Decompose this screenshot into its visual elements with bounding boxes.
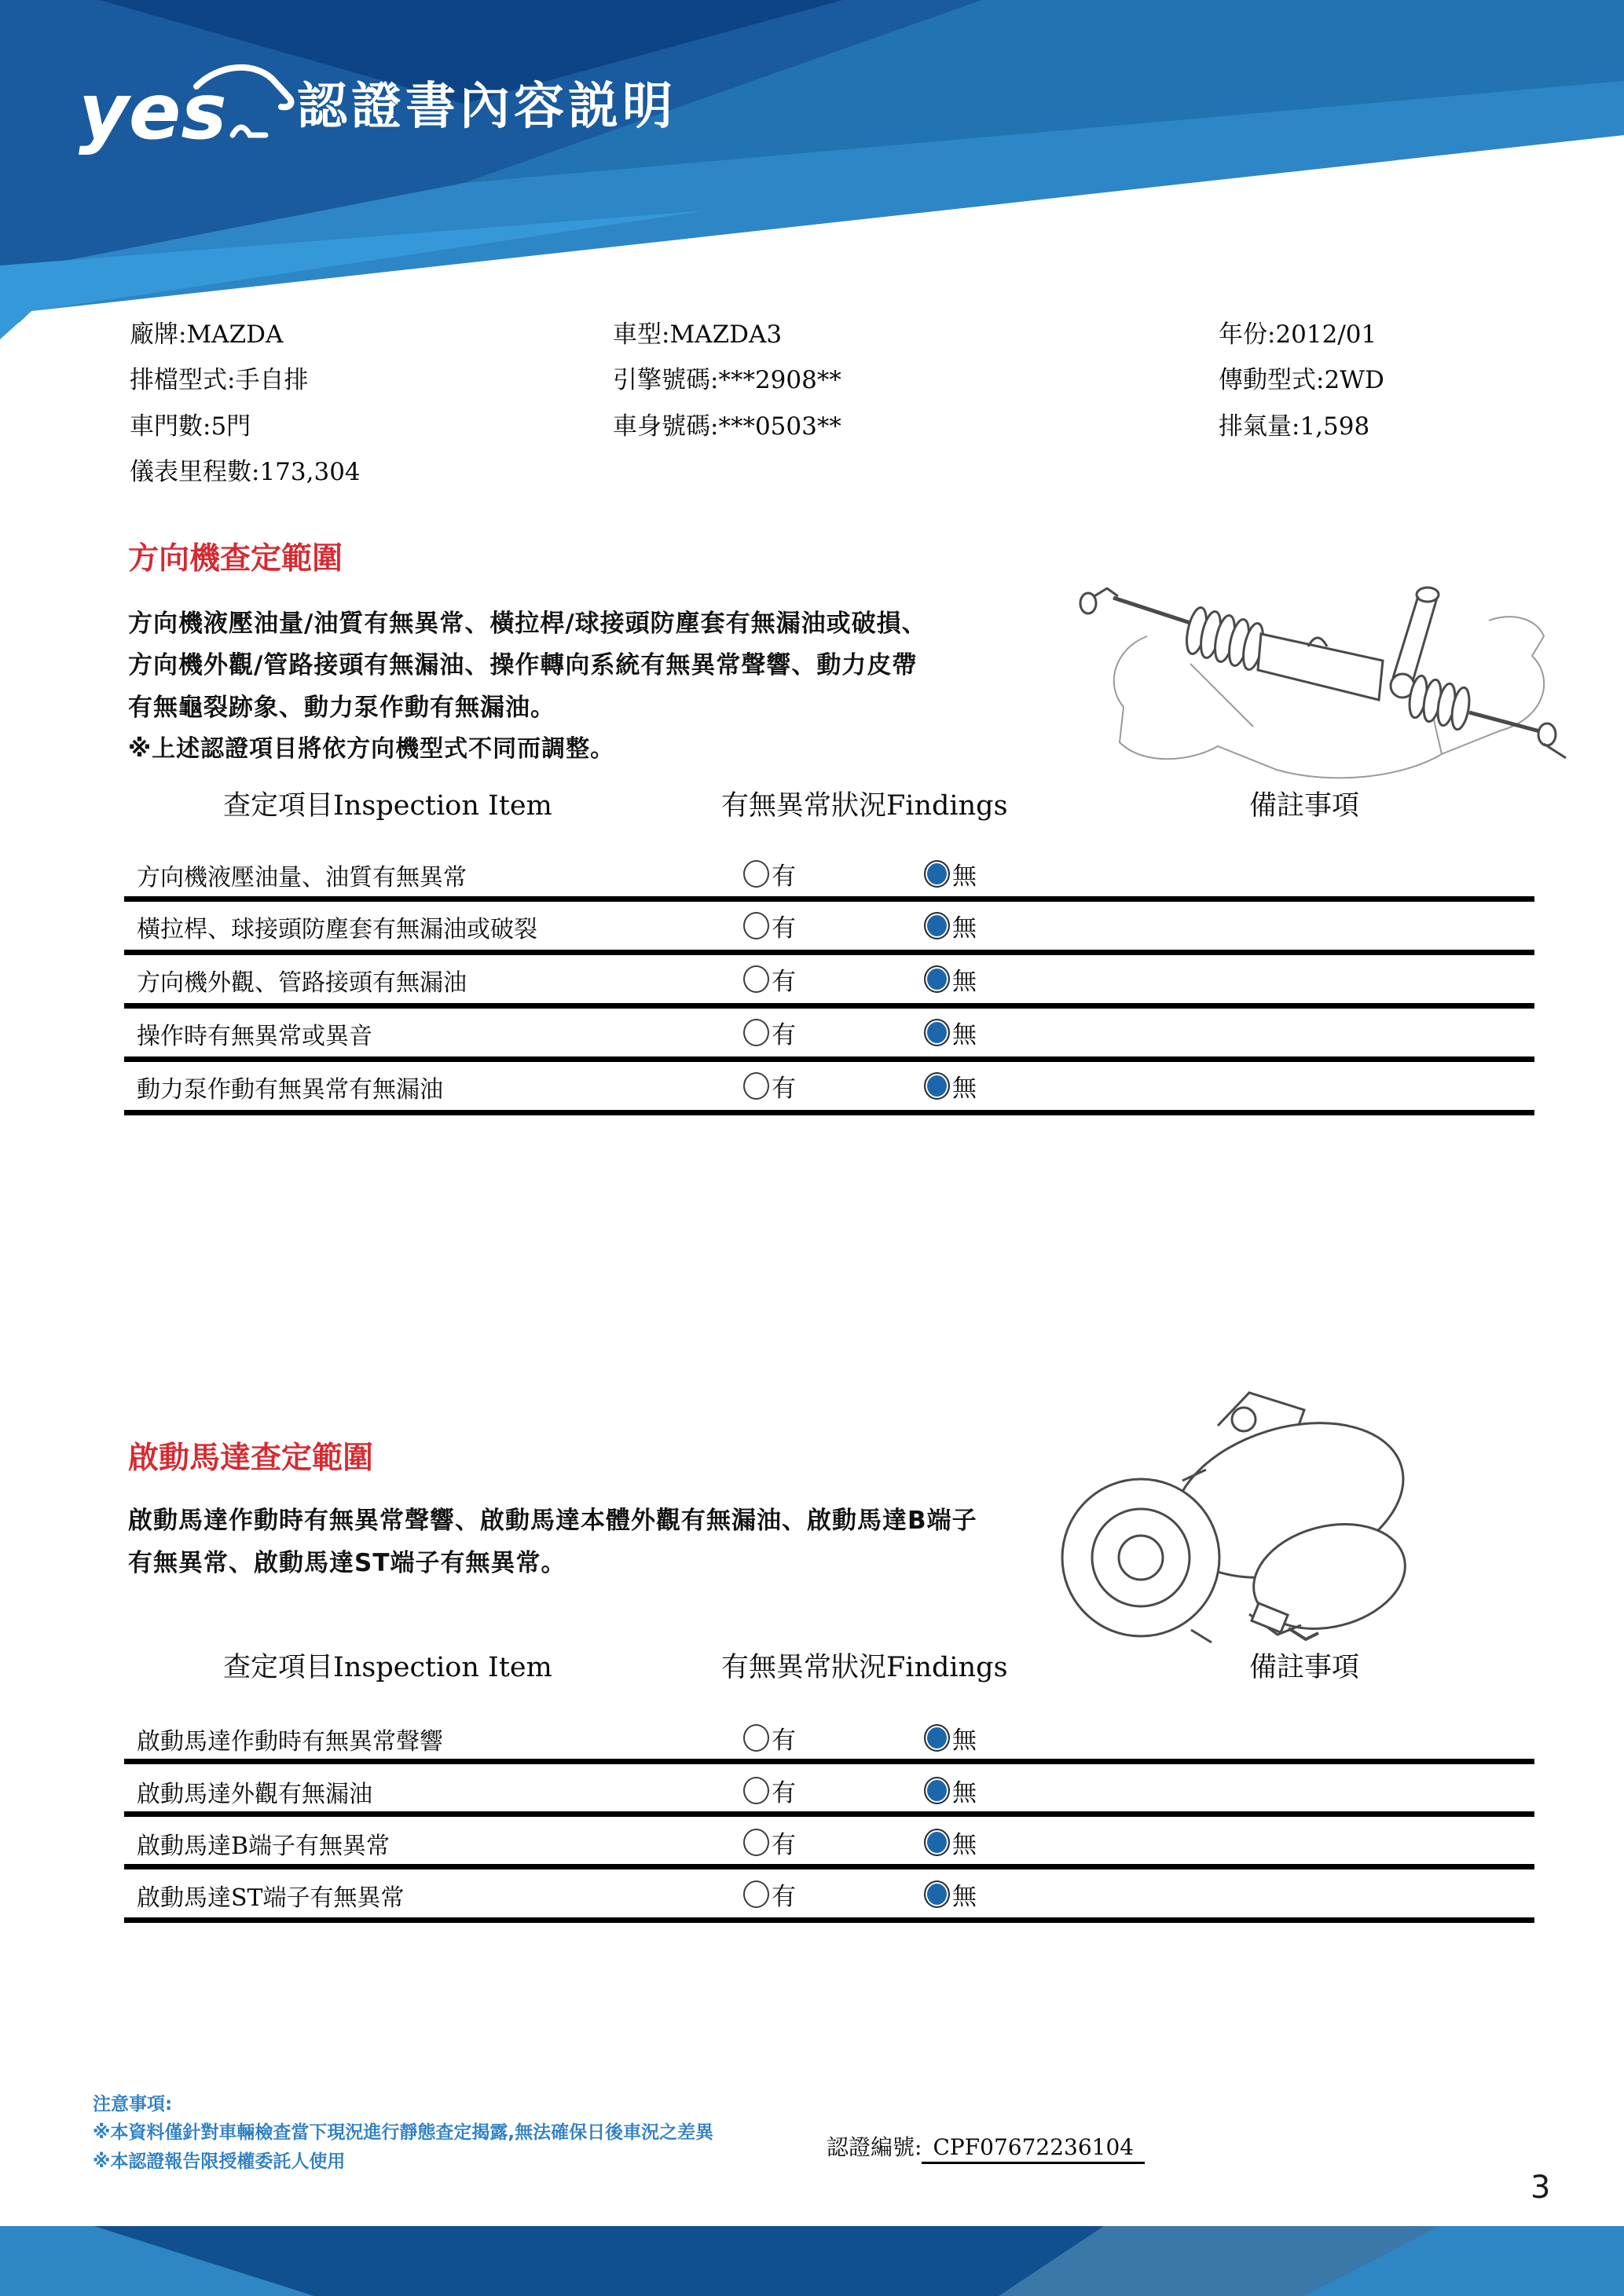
radio-yes-circle[interactable] [743,912,769,939]
row-divider [124,950,1534,955]
vehicle-info-model: 車型:MAZDA3 [613,320,783,349]
table-row [0,1717,1624,1755]
steering-desc-line1: 方向機液壓油量/油質有無異常、橫拉桿/球接頭防塵套有無漏油或破損、 [128,610,927,638]
radio-no[interactable]: 無 [924,961,977,993]
radio-yes-circle[interactable] [743,860,769,888]
footer-banner-art [0,2226,1624,2296]
yes-logo [79,53,306,163]
inspection-item-label: 動力泵作動有無異常有無漏油 [137,1076,443,1104]
radio-no[interactable]: 無 [924,856,977,888]
steering-desc-line3: 有無龜裂跡象、動力泵作動有無漏油。 [128,694,555,722]
inspection-item-label: 方向機外觀、管路接頭有無漏油 [137,969,467,997]
vehicle-info-engine-no: 引擎號碼:***2908** [613,366,841,394]
radio-yes-circle[interactable] [743,1777,769,1804]
header-banner-art [0,0,1624,346]
radio-yes-circle[interactable] [743,1019,769,1046]
steering-col-findings: 有無異常狀況Findings [721,790,1008,822]
steering-desc-line2: 方向機外觀/管路接頭有無漏油、操作轉向系統有無異常聲響、動力皮帶 [128,651,918,679]
radio-yes[interactable]: 有 [743,1825,796,1856]
inspection-item-label: 操作時有無異常或異音 [137,1023,372,1050]
inspection-item-label: 啟動馬達作動時有無異常聲響 [137,1728,443,1756]
starter-motor-illustration [1053,1379,1454,1653]
table-row [0,1770,1624,1807]
vehicle-info-brand: 廠牌:MAZDA [130,320,284,349]
vehicle-info-doors: 車門數:5門 [130,412,251,441]
radio-yes[interactable]: 有 [743,856,796,888]
steering-col-remarks: 備註事項 [1249,790,1360,822]
radio-yes-circle[interactable] [743,1072,769,1100]
inspection-item-label: 啟動馬達B端子有無異常 [137,1833,390,1860]
radio-yes[interactable]: 有 [743,1877,796,1908]
radio-no-circle-selected[interactable] [924,912,950,939]
radio-no[interactable]: 無 [924,908,977,939]
vehicle-info-drivetrain: 傳動型式:2WD [1219,366,1384,394]
radio-no[interactable]: 無 [924,1825,977,1856]
starter-col-findings: 有無異常狀況Findings [721,1652,1008,1683]
radio-no-circle-selected[interactable] [924,965,950,993]
radio-yes[interactable]: 有 [743,908,796,939]
table-row [0,1822,1624,1859]
steering-note: ※上述認證項目將依方向機型式不同而調整。 [128,735,615,763]
row-divider [124,1003,1534,1009]
row-divider [124,1110,1534,1115]
page-title: 認證書內容説明 [297,78,676,136]
inspection-item-label: 啟動馬達ST端子有無異常 [137,1884,405,1912]
radio-no-circle-selected[interactable] [924,1777,950,1804]
radio-yes[interactable]: 有 [743,1068,796,1100]
certificate-number-label: 認證編號: [827,2134,922,2160]
table-row [0,958,1624,996]
inspection-item-label: 方向機液壓油量、油質有無異常 [137,864,467,892]
steering-rack-illustration [1072,546,1579,789]
radio-no-circle-selected[interactable] [924,1019,950,1046]
table-row [0,905,1624,943]
table-row [0,1873,1624,1911]
starter-desc-line1: 啟動馬達作動時有無異常聲響、啟動馬達本體外觀有無漏油、啟動馬達B端子 [128,1507,977,1535]
vehicle-info-mileage: 儀表里程數:173,304 [130,458,361,486]
page-number: 3 [1531,2170,1551,2206]
steering-section-title: 方向機查定範圍 [128,541,343,577]
radio-no[interactable]: 無 [924,1068,977,1100]
starter-col-item: 查定項目Inspection Item [223,1652,552,1683]
radio-yes-circle[interactable] [743,1724,769,1752]
note-line-1: ※本資料僅針對車輛檢查當下現況進行靜態查定揭露,無法確保日後車況之差異 [93,2122,714,2143]
radio-yes-circle[interactable] [743,965,769,993]
radio-yes-circle[interactable] [743,1880,769,1908]
radio-no-circle-selected[interactable] [924,1724,950,1752]
row-divider [124,1864,1534,1869]
table-row [0,853,1624,891]
radio-no[interactable]: 無 [924,1773,977,1804]
vehicle-info-year: 年份:2012/01 [1219,320,1377,349]
radio-no-circle-selected[interactable] [924,860,950,888]
vehicle-info-vin: 車身號碼:***0503** [613,412,841,441]
row-divider [124,1917,1534,1923]
radio-yes-circle[interactable] [743,1829,769,1856]
steering-col-item: 查定項目Inspection Item [223,790,552,822]
radio-no[interactable]: 無 [924,1015,977,1046]
certificate-number-value: CPF07672236104 [922,2134,1145,2164]
radio-no-circle-selected[interactable] [924,1880,950,1908]
inspection-item-label: 啟動馬達外觀有無漏油 [137,1781,372,1808]
radio-no-circle-selected[interactable] [924,1829,950,1856]
radio-yes[interactable]: 有 [743,961,796,993]
radio-no[interactable]: 無 [924,1877,977,1908]
starter-desc-line2: 有無異常、啟動馬達ST端子有無異常。 [128,1549,566,1577]
starter-section-title: 啟動馬達查定範圍 [128,1441,374,1476]
row-divider [124,1811,1534,1817]
starter-col-remarks: 備註事項 [1249,1652,1360,1683]
radio-yes[interactable]: 有 [743,1720,796,1752]
table-row [0,1065,1624,1103]
certificate-number [827,2130,1145,2162]
radio-yes[interactable]: 有 [743,1773,796,1804]
radio-yes[interactable]: 有 [743,1015,796,1046]
inspection-item-label: 橫拉桿、球接頭防塵套有無漏油或破裂 [137,916,537,943]
row-divider [124,1056,1534,1062]
radio-no-circle-selected[interactable] [924,1072,950,1100]
radio-no[interactable]: 無 [924,1720,977,1752]
vehicle-info-transmission: 排檔型式:手自排 [130,366,309,394]
row-divider [124,896,1534,902]
table-row [0,1012,1624,1049]
svg-text:yes: yes [79,68,227,157]
notes-title: 注意事項: [93,2094,173,2115]
vehicle-info-displacement: 排氣量:1,598 [1219,412,1370,441]
note-line-2: ※本認證報告限授權委託人使用 [93,2151,346,2172]
row-divider [124,1759,1534,1764]
